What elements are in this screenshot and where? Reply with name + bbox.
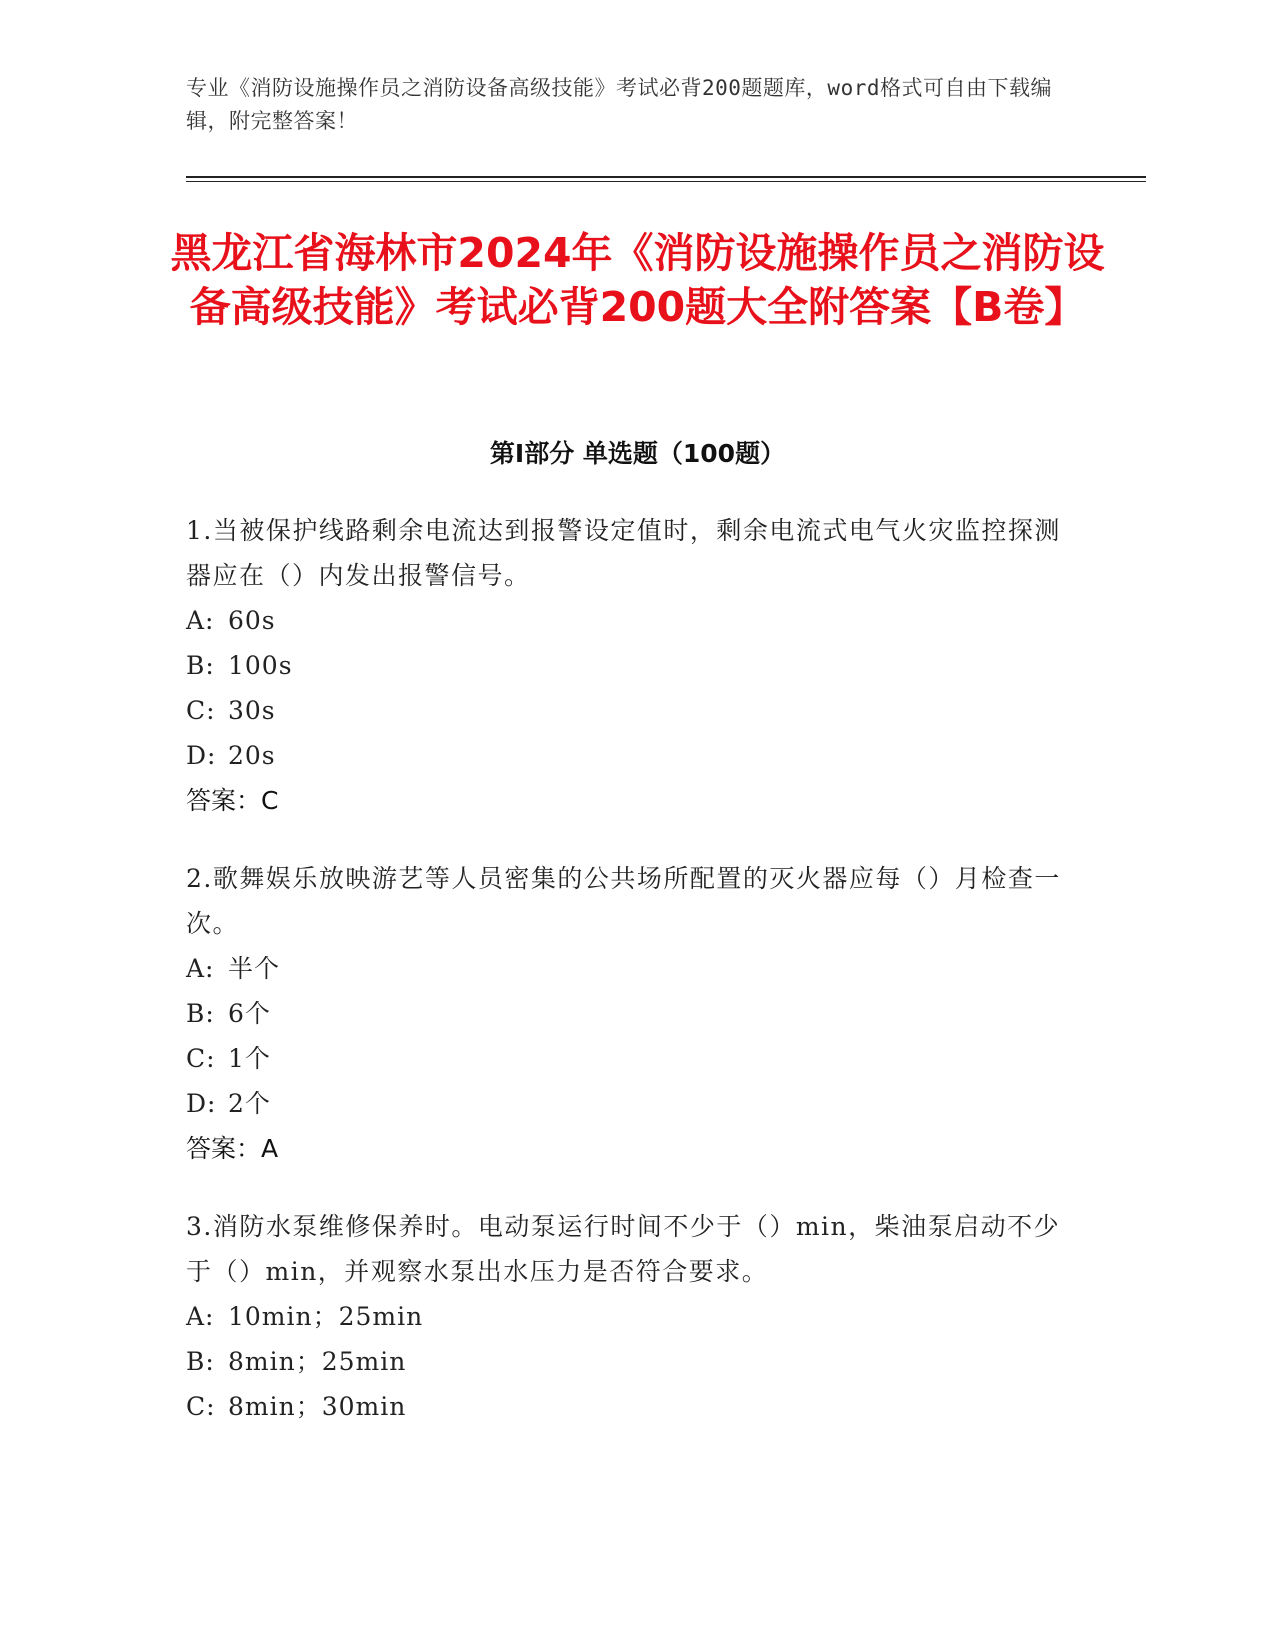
option-letter: D: <box>186 1089 217 1118</box>
option-c <box>186 688 1086 733</box>
answer-line: 答案：C <box>186 786 279 815</box>
option-text: 半个 <box>228 954 281 983</box>
option-b <box>186 643 1086 688</box>
option-letter: A: <box>186 954 215 983</box>
document-title: 黑龙江省海林市2024年《消防设施操作员之消防设备高级技能》考试必背200题大全附答案【B卷】 <box>170 229 1105 331</box>
option-letter: D: <box>186 741 217 770</box>
option-a <box>186 598 1086 643</box>
section-heading: 第Ⅰ部分 单选题（100题） <box>489 439 786 468</box>
option-letter: B: <box>186 651 215 680</box>
header-divider-thin <box>186 181 1146 182</box>
option-letter: B: <box>186 999 215 1028</box>
option-b <box>186 991 1086 1036</box>
answer-line: 答案：A <box>186 1134 279 1163</box>
option-text: 10min；25min <box>228 1302 424 1331</box>
option-letter: A: <box>186 1302 215 1331</box>
option-letter: C: <box>186 1392 216 1421</box>
option-c <box>186 1384 1086 1429</box>
option-c <box>186 1036 1086 1081</box>
question-stem: 3.消防水泵维修保养时。电动泵运行时间不少于（）min，柴油泵启动不少于（）min，并观察水泵出水压力是否符合要求。 <box>186 1212 1061 1286</box>
option-d <box>186 1081 1086 1126</box>
option-text: 1个 <box>228 1044 271 1073</box>
option-letter: A: <box>186 606 215 635</box>
option-text: 8min；30min <box>228 1392 407 1421</box>
question-3 <box>186 1204 1086 1429</box>
option-text: 20s <box>228 741 276 770</box>
question-1 <box>186 508 1086 823</box>
option-text: 6个 <box>228 999 271 1028</box>
option-letter: C: <box>186 696 216 725</box>
option-letter: B: <box>186 1347 215 1376</box>
option-text: 30s <box>228 696 276 725</box>
header-note: 专业《消防设施操作员之消防设备高级技能》考试必背200题题库，word格式可自由下载编辑，附完整答案！ <box>186 76 1052 133</box>
option-text: 60s <box>228 606 276 635</box>
option-letter: C: <box>186 1044 216 1073</box>
option-text: 2个 <box>228 1089 271 1118</box>
option-text: 8min；25min <box>228 1347 407 1376</box>
question-stem: 2.歌舞娱乐放映游艺等人员密集的公共场所配置的灭火器应每（）月检查一次。 <box>186 864 1061 938</box>
question-stem: 1.当被保护线路剩余电流达到报警设定值时，剩余电流式电气火灾监控探测器应在（）内发出报警信号。 <box>186 516 1061 590</box>
option-d <box>186 733 1086 778</box>
option-a <box>186 1294 1086 1339</box>
option-b <box>186 1339 1086 1384</box>
option-text: 100s <box>228 651 293 680</box>
question-2 <box>186 856 1086 1171</box>
option-a <box>186 946 1086 991</box>
header-divider <box>186 176 1146 178</box>
